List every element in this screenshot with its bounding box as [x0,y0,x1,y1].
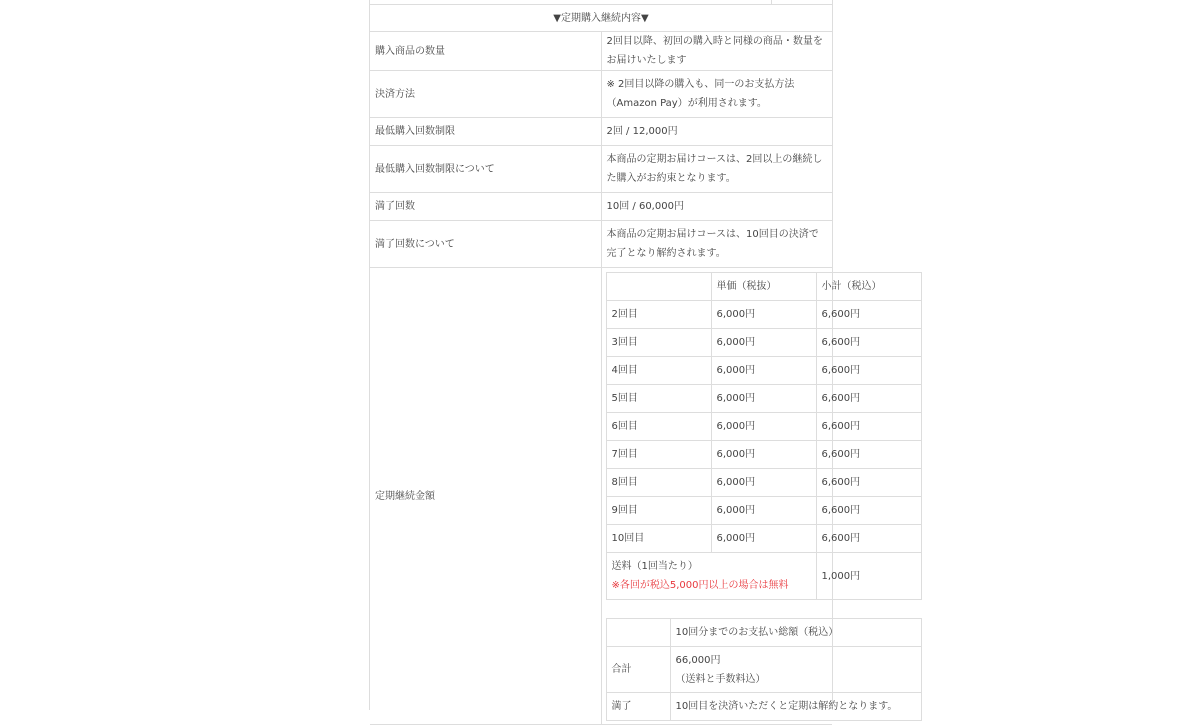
price-row-label: 8回目 [606,469,711,497]
shipping-row [606,553,921,600]
price-row [606,525,921,553]
price-row-subtotal: 6,600円 [816,525,921,553]
total-label: 合計 [606,647,670,693]
spec-value: 2回 / 12,000円 [601,118,832,146]
total-row [606,647,921,693]
price-row [606,497,921,525]
spec-value: ※ 2回目以降の購入も、同一のお支払方法（Amazon Pay）が利用されます。 [601,71,832,118]
price-row-unit: 6,000円 [711,525,816,553]
price-row-subtotal: 6,600円 [816,385,921,413]
price-row-label: 5回目 [606,385,711,413]
spec-value: 2回目以降、初回の購入時と同様の商品・数量をお届けいたします [601,32,832,71]
spec-heading: ▼定期購入継続内容▼ [370,5,832,32]
price-row-label: 9回目 [606,497,711,525]
spec-row [370,71,832,118]
spec-label: 購入商品の数量 [370,32,601,71]
spec-value: 本商品の定期お届けコースは、2回以上の継続した購入がお約束となります。 [601,146,832,193]
price-row-subtotal: 6,600円 [816,357,921,385]
price-row-unit: 6,000円 [711,385,816,413]
shipping-note: ※各回が税込5,000円以上の場合は無料 [611,580,789,591]
spec-row [370,118,832,146]
col-subtotal-header: 小計（税込） [816,273,921,301]
total-value-cell [670,647,921,693]
price-row-unit: 6,000円 [711,413,816,441]
spec-row [370,146,832,193]
price-row [606,301,921,329]
price-row [606,469,921,497]
spec-value: 10回 / 60,000円 [601,193,832,221]
spec-row [370,193,832,221]
subscription-spec-table [370,4,898,725]
price-row [606,329,921,357]
price-row-subtotal: 6,600円 [816,413,921,441]
spec-label: 満了回数 [370,193,601,221]
total-header: 10回分までのお支払い総額（税込） [670,619,921,647]
price-row [606,357,921,385]
end-value: 10回目を決済いただくと定期は解約となります。 [670,693,921,721]
spec-label: 最低購入回数制限 [370,118,601,146]
price-table [606,272,922,600]
shipping-label-cell [606,553,816,600]
price-row-label: 3回目 [606,329,711,357]
price-row-label: 2回目 [606,301,711,329]
total-table-corner [606,619,670,647]
price-row-unit: 6,000円 [711,329,816,357]
col-unit-header: 単価（税抜） [711,273,816,301]
price-row-unit: 6,000円 [711,469,816,497]
price-row-subtotal: 6,600円 [816,329,921,357]
price-table-corner [606,273,711,301]
price-row-unit: 6,000円 [711,357,816,385]
spec-row [370,32,832,71]
price-row-subtotal: 6,600円 [816,441,921,469]
price-row-unit: 6,000円 [711,441,816,469]
total-note: （送料と手数料込） [675,673,766,685]
price-row-label: 6回目 [606,413,711,441]
product-subscription-panel [369,0,898,712]
price-row-subtotal: 6,600円 [816,469,921,497]
total-table [606,618,922,721]
price-row-unit: 6,000円 [711,497,816,525]
spec-row-continuation [370,268,832,725]
spec-label: 満了回数について [370,221,601,268]
spec-row [370,221,832,268]
total-value: 66,000円 [675,654,721,666]
end-label: 満了 [606,693,670,721]
price-row-label: 7回目 [606,441,711,469]
price-row [606,413,921,441]
price-row-subtotal: 6,600円 [816,301,921,329]
spec-label: 定期継続金額 [370,268,601,725]
spec-value: 本商品の定期お届けコースは、10回目の決済で完了となり解約されます。 [601,221,832,268]
price-row-subtotal: 6,600円 [816,497,921,525]
shipping-value: 1,000円 [816,553,921,600]
spec-label: 決済方法 [370,71,601,118]
price-row-unit: 6,000円 [711,301,816,329]
spec-label: 最低購入回数制限について [370,146,601,193]
price-row-label: 10回目 [606,525,711,553]
table-gap [606,600,829,618]
price-row [606,441,921,469]
price-row [606,385,921,413]
end-row [606,693,921,721]
shipping-label: 送料（1回当たり） [611,561,698,572]
continuation-price-cell [601,268,898,725]
price-row-label: 4回目 [606,357,711,385]
